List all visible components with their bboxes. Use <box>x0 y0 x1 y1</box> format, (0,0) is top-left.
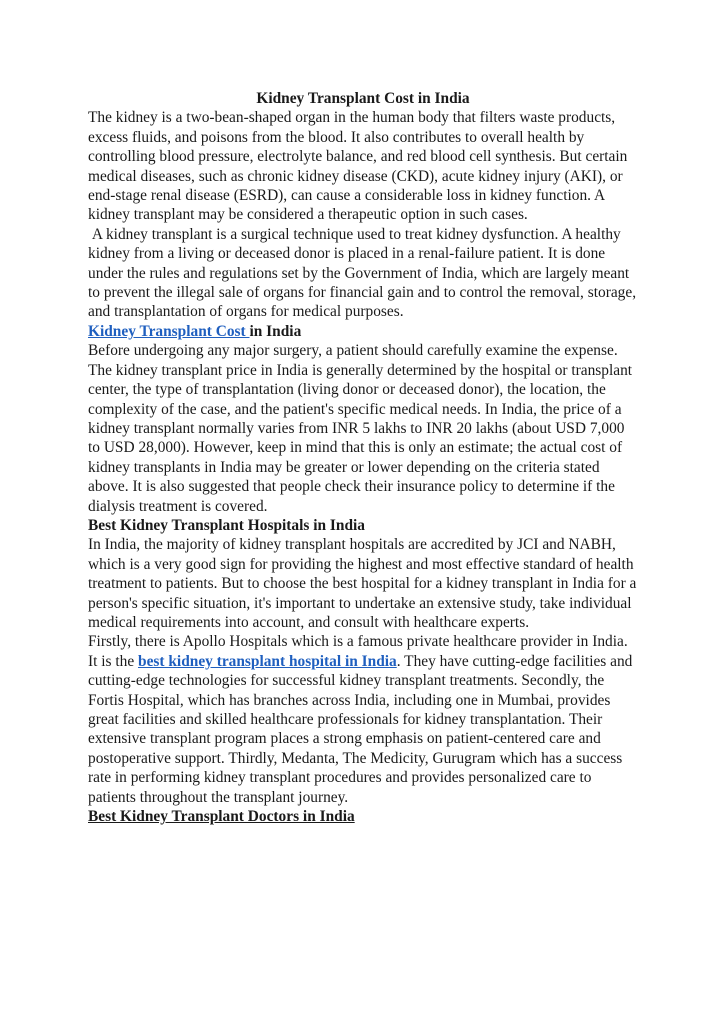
cost-section-heading-rest: in India <box>249 322 302 340</box>
cost-section-heading <box>88 322 638 341</box>
kidney-transplant-cost-link[interactable]: Kidney Transplant Cost <box>88 322 250 340</box>
hospitals-body-2-after: . They have cutting-edge facilities and cutting-edge technologies for successful kidney transplant treatments. Secondly, the Fortis Hospital, which has branches across India, including one in Mumbai, provides great facilities and skilled healthcare professionals for kidney transplantation. Their extensive transplant program places a strong emphasis on patient-centered care and postoperative support. Thirdly, Medanta, The Medicity, Gurugram which has a success rate in performing kidney transplant procedures and provides personalized care to patients throughout the transplant journey. <box>88 652 633 806</box>
intro-paragraph-1: The kidney is a two-bean-shaped organ in the human body that filters waste products, excess fluids, and poisons from the blood. It also contributes to overall health by controlling blood pressure, electrolyte balance, and red blood cell synthesis. But certain medical diseases, such as chronic kidney disease (CKD), acute kidney injury (AKI), or end-stage renal disease (ESRD), can cause a considerable loss in kidney function. A kidney transplant may be considered a therapeutic option in such cases. <box>88 109 628 224</box>
intro-paragraph-2: A kidney transplant is a surgical technique used to treat kidney dysfunction. A healthy kidney from a living or deceased donor is placed in a renal-failure patient. It is done under the rules and regulations set by the Government of India, which are largely meant to prevent the illegal sale of organs for financial gain and to control the removal, storage, and transplantation of organs for medical purposes. <box>88 225 640 321</box>
doctors-section-heading-text: Best Kidney Transplant Doctors in India <box>88 808 355 826</box>
hospitals-section-body-2 <box>88 632 638 807</box>
doctors-section-heading <box>88 807 638 826</box>
cost-section-body: Before undergoing any major surgery, a patient should carefully examine the expense. The kidney transplant price in India is generally determined by the hospital or transplant center, the type of transplantation (living donor or deceased donor), the location, the complexity of the case, and the patient's specific medical needs. In India, the price of a kidney transplant normally varies from INR 5 lakhs to INR 20 lakhs (about USD 7,000 to USD 28,000). However, keep in mind that this is only an estimate; the actual cost of kidney transplants in India may be greater or lower depending on the criteria stated above. It is also suggested that people check their insurance policy to determine if the dialysis treatment is covered. <box>88 342 633 515</box>
best-kidney-transplant-hospital-link[interactable]: best kidney transplant hospital in India <box>138 652 397 670</box>
hospitals-section-heading: Best Kidney Transplant Hospitals in India <box>88 516 365 534</box>
document-title: Kidney Transplant Cost in India <box>256 90 470 107</box>
hospitals-section-body-1: In India, the majority of kidney transplant hospitals are accredited by JCI and NABH, which is a very good sign for providing the highest and most effective standard of health treatment to patients. But to choose the best hospital for a kidney transplant in India for a person's specific situation, it's important to undertake an extensive study, take individual medical requirements into account, and consult with healthcare experts. <box>88 536 637 631</box>
hospitals-body-2-before: Firstly, there is Apollo Hospitals which is a famous private healthcare provider in India. It is the <box>88 633 632 670</box>
document-page <box>88 89 638 826</box>
